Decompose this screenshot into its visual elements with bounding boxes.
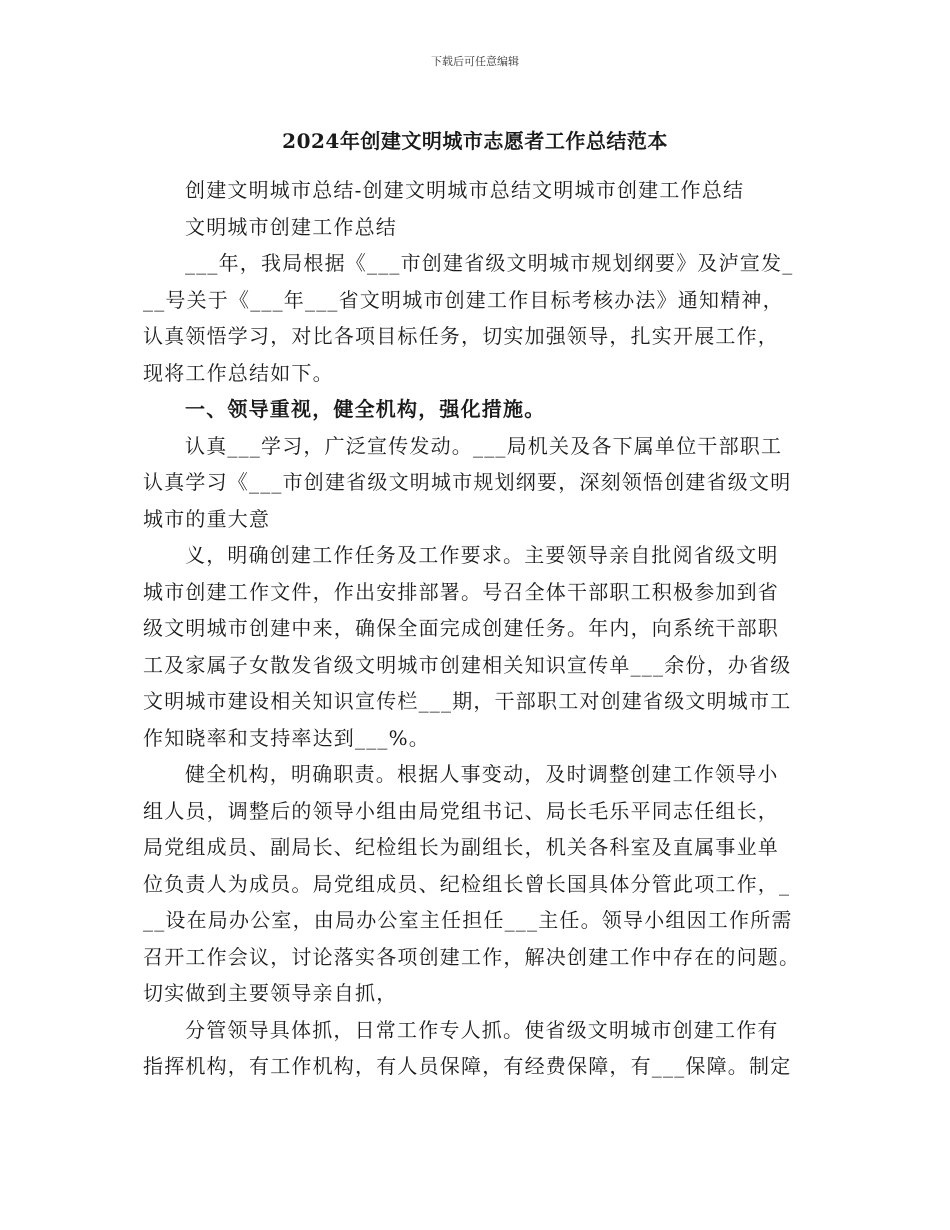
paragraph-line: ___年，我局根据《___市创建省级文明城市规划纲要》及泸宣发_ (185, 251, 794, 275)
paragraph-line: 召开工作会议，讨论落实各项创建工作，解决创建工作中存在的问题。 (143, 944, 801, 969)
paragraph-line: 文明城市建设相关知识宣传栏___期，干部职工对创建省级文明城市工 (143, 689, 792, 713)
paragraph-line: 位负责人为成员。局党组成员、纪检组长曾长国具体分管此项工作，_ (143, 871, 791, 896)
paragraph-line: 文明城市创建工作总结 (185, 214, 397, 239)
header-note: 下载后可任意编辑 (431, 55, 519, 68)
paragraph-line: 工及家属子女散发省级文明城市创建相关知识宣传单___余份，办省级 (143, 652, 792, 677)
paragraph-line: __号关于《___年___省文明城市创建工作目标考核办法》通知精神， (143, 287, 784, 312)
paragraph-line: 切实做到主要领导亲自抓， (143, 981, 398, 1005)
paragraph-line: 作知晓率和支持率达到___%。 (143, 725, 431, 750)
document-title: 2024年创建文明城市志愿者工作总结范本 (282, 129, 668, 153)
paragraph-line: 城市的重大意 (143, 506, 271, 531)
paragraph-line: 义，明确创建工作任务及工作要求。主要领导亲自批阅省级文明 (185, 543, 779, 567)
paragraph-line: 认真领悟学习，对比各项目标任务，切实加强领导，扎实开展工作， (143, 324, 779, 348)
paragraph-line: 级文明城市创建中来，确保全面完成创建任务。年内，向系统干部职 (143, 616, 779, 640)
section-heading: 一、领导重视，健全机构，强化措施。 (185, 397, 546, 421)
paragraph-line: 认真学习《___市创建省级文明城市规划纲要，深刻领悟创建省级文明 (143, 470, 792, 494)
paragraph-line: 现将工作总结如下。 (143, 360, 334, 385)
paragraph-line: 健全机构，明确职责。根据人事变动，及时调整创建工作领导小 (185, 762, 779, 786)
paragraph-line: 城市创建工作文件，作出安排部署。号召全体干部职工积极参加到省 (143, 579, 779, 604)
document-body (143, 172, 809, 1085)
paragraph-line: 创建文明城市总结-创建文明城市总结文明城市创建工作总结 (185, 178, 745, 202)
paragraph-line: 组人员，调整后的领导小组由局党组书记、局长毛乐平同志任组长， (143, 798, 779, 823)
paragraph-line: 分管领导具体抓，日常工作专人抓。使省级文明城市创建工作有 (185, 1017, 779, 1042)
paragraph-line: 局党组成员、副局长、纪检组长为副组长，机关各科室及直属事业单 (143, 835, 779, 859)
paragraph-line: __设在局办公室，由局办公室主任担任___主任。领导小组因工作所需 (143, 908, 793, 932)
paragraph-line: 指挥机构，有工作机构，有人员保障，有经费保障，有___保障。制定 (143, 1054, 792, 1078)
paragraph-line: 认真___学习，广泛宣传发动。___局机关及各下属单位干部职工 (185, 433, 783, 458)
